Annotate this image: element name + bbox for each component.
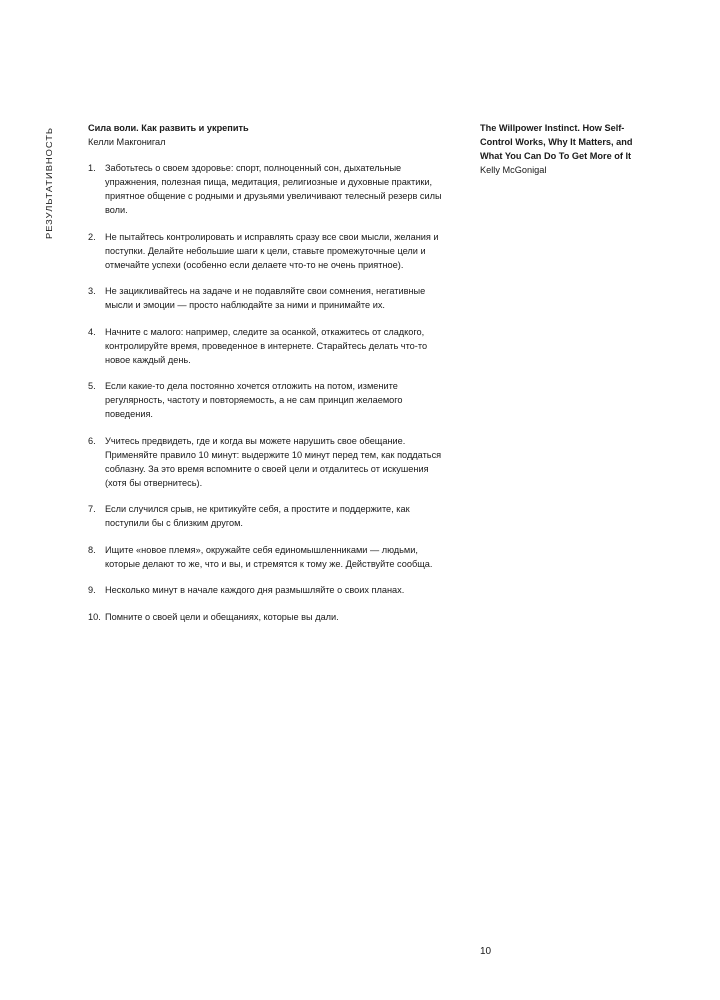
tip-item [88, 325, 448, 367]
tip-item [88, 379, 448, 421]
tip-number: 5. [88, 381, 96, 391]
tip-text: Не пытайтесь контролировать и исправлять сразу все свои мысли, желания и поступки. Делайте небольшие шаги к цели, ставьте промежуточные цели и отмечайте успехи (особенно если делаете что-то не очень приятное). [105, 231, 439, 270]
tips-list [88, 161, 448, 624]
tip-number: 7. [88, 504, 96, 514]
original-author: Kelly McGonigal [480, 165, 547, 175]
section-label-text: РЕЗУЛЬТАТИВНОСТЬ [44, 135, 54, 239]
main-column [88, 121, 448, 636]
tip-item [88, 161, 448, 217]
tip-text: Помните о своей цели и обещаниях, которые вы дали. [105, 611, 339, 622]
tip-text: Не зацикливайтесь на задаче и не подавляйте свои сомнения, негативные мысли и эмоции — просто наблюдайте за ними и принимайте их. [105, 286, 426, 310]
tip-text: Несколько минут в начале каждого дня размышляйте о своих планах. [105, 585, 405, 595]
tip-item [88, 583, 448, 597]
tip-number: 1. [88, 163, 96, 173]
tip-text: Начните с малого: например, следите за осанкой, откажитесь от сладкого, контролируйте время, проведенное в интернете. Старайтесь делать что-то новое каждый день. [105, 326, 428, 365]
tip-item [88, 284, 448, 312]
tip-text: Если случился срыв, не критикуйте себя, а простите и поддержите, как поступили бы с близким другом. [105, 504, 410, 528]
original-edition [480, 121, 640, 177]
book-title: Сила воли. Как развить и укрепить [88, 123, 249, 133]
tip-number: 8. [88, 544, 96, 555]
page-number: 10 [480, 946, 492, 957]
tip-number: 2. [88, 231, 96, 242]
section-label-vertical-text [43, 127, 55, 239]
tip-item [88, 610, 448, 624]
tip-item [88, 230, 448, 272]
tip-text: Заботьтесь о своем здоровье: спорт, полноценный сон, дыхательные упражнения, полезная пища, медитация, религиозные и духовные практики, приятное общение с родными и друзьями увеличивают телесный резерв силы воли. [105, 163, 442, 215]
tip-number: 10. [88, 611, 101, 622]
tip-number: 9. [88, 585, 96, 595]
tip-text: Если какие-то дела постоянно хочется отложить на потом, измените регулярность, частоту и повторяемость, а не сам принцип желаемого поведения. [105, 381, 403, 419]
tip-number: 6. [88, 435, 96, 446]
tip-number: 4. [88, 326, 96, 337]
tip-text: Учитесь предвидеть, где и когда вы можете нарушить свое обещание. Применяйте правило 10 минут: выдержите 10 минут перед тем, как поддаться соблазну. За это время вспомните о своей цели и отдалитесь от искушения (хотя бы отвернитесь). [105, 435, 442, 488]
tip-item [88, 543, 448, 571]
section-label [43, 127, 55, 239]
book-author: Келли Макгонигал [88, 137, 166, 147]
tip-number: 3. [88, 286, 96, 296]
tip-text: Ищите «новое племя», окружайте себя единомышленниками — людьми, которые делают то же, что и вы, и стремятся к тому же. Действуйте сообща. [105, 544, 433, 569]
original-title: The Willpower Instinct. How Self-Control Works, Why It Matters, and What You Can Do To Get More of It [480, 123, 633, 161]
tip-item [88, 502, 448, 530]
tip-item [88, 434, 448, 490]
